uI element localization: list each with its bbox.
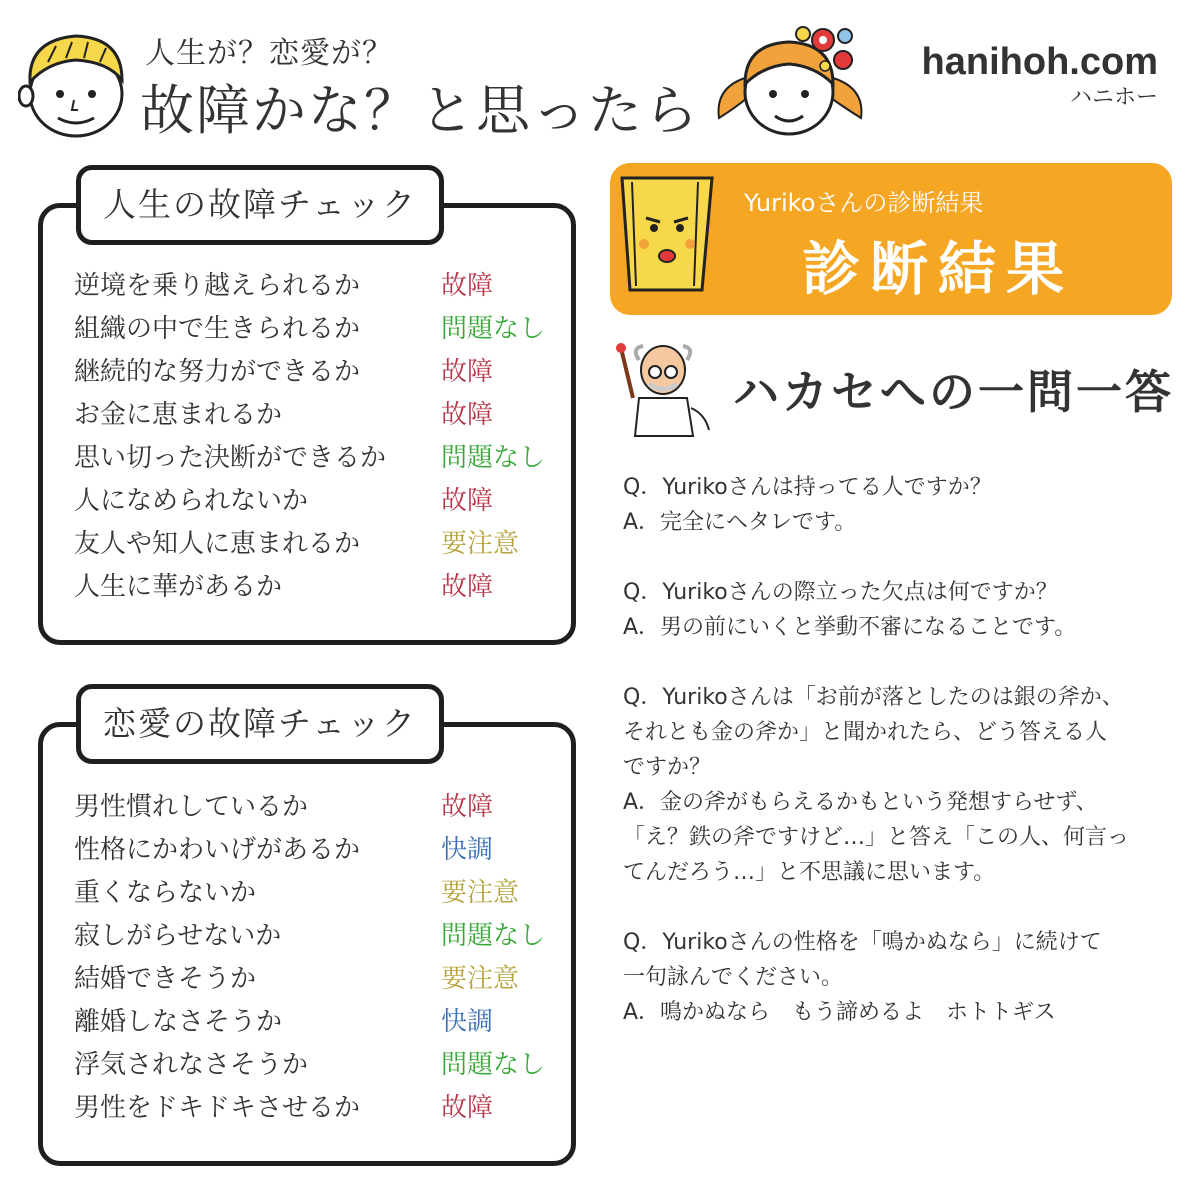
check-row <box>74 958 574 1001</box>
check-row <box>74 1001 574 1044</box>
brand <box>922 40 1158 112</box>
check-row <box>74 437 574 480</box>
check-status: 問題なし <box>441 443 546 473</box>
check-question: 人になめられないか <box>74 486 309 516</box>
check-status: 問題なし <box>441 921 546 951</box>
qa-line: 「え？鉄の斧ですけど…」と答え「この人、何言っ <box>623 825 1130 850</box>
check-row <box>74 1087 574 1130</box>
check-question: 離婚しなさそうか <box>74 1007 283 1037</box>
check-question: 人生に華があるか <box>74 572 283 602</box>
check-row <box>74 786 574 829</box>
check-status: 要注意 <box>441 878 520 908</box>
check-status: 要注意 <box>441 964 520 994</box>
love-check-title: 恋愛の故障チェック <box>76 684 444 764</box>
girl-face-illustration <box>705 18 875 140</box>
check-status: 故障 <box>441 357 494 387</box>
check-row <box>74 915 574 958</box>
check-question: 継続的な努力ができるか <box>74 357 361 387</box>
check-status: 要注意 <box>441 529 520 559</box>
qa-text <box>623 470 1183 1030</box>
qa-line: A．男の前にいくと挙動不審になることです。 <box>623 615 1077 640</box>
check-question: 結婚できそうか <box>74 964 257 994</box>
check-row <box>74 523 574 566</box>
check-status: 故障 <box>441 271 494 301</box>
check-status: 故障 <box>441 486 494 516</box>
qa-line: それとも金の斧か」と聞かれたら、どう答える人 <box>623 720 1108 745</box>
check-question: 友人や知人に恵まれるか <box>74 529 361 559</box>
qa-spacer <box>623 540 1183 575</box>
result-banner-title: 診断結果 <box>802 235 1075 303</box>
check-question: 男性をドキドキさせるか <box>74 1093 361 1123</box>
check-status: 故障 <box>441 792 494 822</box>
qa-spacer <box>623 645 1183 680</box>
check-question: 男性慣れしているか <box>74 792 309 822</box>
check-status: 快調 <box>441 1007 494 1037</box>
check-status: 快調 <box>441 835 494 865</box>
check-row <box>74 265 574 308</box>
check-question: 浮気されなさそうか <box>74 1050 309 1080</box>
check-question: お金に恵まれるか <box>74 400 283 430</box>
qa-line: Q．Yurikoさんの際立った欠点は何ですか？ <box>623 580 1058 605</box>
love-check-list <box>74 786 574 1130</box>
qa-line: A．鳴かぬなら もう諦めるよ ホトトギス <box>623 1000 1056 1025</box>
check-question: 思い切った決断ができるか <box>74 443 387 473</box>
check-question: 重くならないか <box>74 878 257 908</box>
check-row <box>74 394 574 437</box>
check-row <box>74 829 574 872</box>
check-row <box>74 566 574 609</box>
qa-line: A．金の斧がもらえるかもという発想すらせず、 <box>623 790 1098 815</box>
check-status: 問題なし <box>441 1050 546 1080</box>
qa-heading: ハカセへの一問一答 <box>733 365 1174 419</box>
check-status: 故障 <box>441 1093 494 1123</box>
qa-line: A．完全にヘタレです。 <box>623 510 857 535</box>
check-row <box>74 1044 574 1087</box>
check-status: 故障 <box>441 572 494 602</box>
brand-kana: ハニホー <box>1069 85 1158 110</box>
life-check-list <box>74 265 574 609</box>
check-row <box>74 308 574 351</box>
check-row <box>74 480 574 523</box>
brand-domain[interactable]: hanihoh.com <box>921 41 1158 83</box>
check-question: 性格にかわいげがあるか <box>74 835 361 865</box>
check-question: 逆境を乗り越えられるか <box>74 271 361 301</box>
check-status: 故障 <box>441 400 494 430</box>
header-title: 故障かな？と思ったら <box>140 79 700 142</box>
check-row <box>74 351 574 394</box>
door-character-illustration <box>612 172 722 298</box>
life-check-title: 人生の故障チェック <box>76 165 444 245</box>
check-question: 寂しがらせないか <box>74 921 282 951</box>
boy-face-illustration <box>18 22 133 140</box>
result-banner-subtitle: Yurikoさんの診断結果 <box>744 189 984 217</box>
qa-line: Q．Yurikoさんは「お前が落としたのは銀の斧か、 <box>623 685 1124 710</box>
professor-illustration <box>605 338 717 438</box>
qa-spacer <box>623 890 1183 925</box>
qa-line: Q．Yurikoさんは持ってる人ですか？ <box>623 475 992 500</box>
qa-line: ですか？ <box>623 755 712 780</box>
check-question: 組織の中で生きられるか <box>74 314 361 344</box>
check-row <box>74 872 574 915</box>
header-subtitle: 人生が？恋愛が？ <box>145 36 393 71</box>
qa-line: Q．Yurikoさんの性格を「鳴かぬなら」に続けて <box>623 930 1102 955</box>
qa-line: 一句詠んでください。 <box>623 965 844 990</box>
check-status: 問題なし <box>441 314 546 344</box>
qa-line: てんだろう…」と不思議に思います。 <box>623 860 996 885</box>
